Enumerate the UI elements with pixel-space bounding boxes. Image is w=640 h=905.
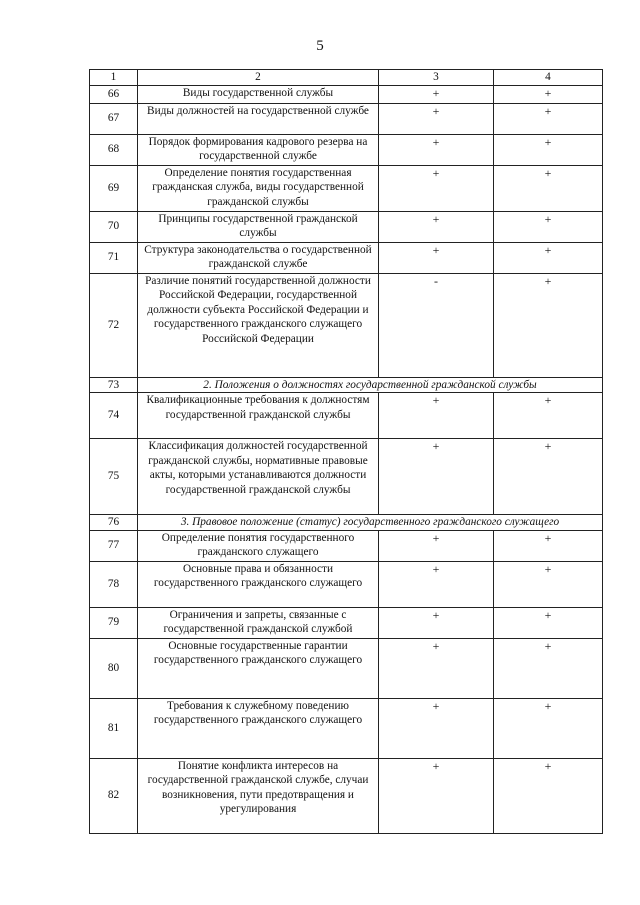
row-number: 76 [90,515,138,531]
mark-col4: + [494,698,603,758]
row-text: Принципы государственной гражданской службы [138,211,379,242]
row-number: 75 [90,439,138,515]
mark-col3: + [379,607,494,638]
table-row [90,439,603,515]
row-number: 78 [90,561,138,607]
table-row [90,638,603,698]
mark-col4: + [494,393,603,439]
mark-col3: + [379,242,494,273]
row-number: 66 [90,85,138,103]
row-text: Основные права и обязанности государственного гражданского служащего [138,561,379,607]
row-text: Определение понятия государственная гражданская служба, виды государственной гражданской службы [138,165,379,211]
row-text: Требования к служебному поведению государственного гражданского служащего [138,698,379,758]
mark-col4: + [494,85,603,103]
row-text: Понятие конфликта интересов на государственной гражданской службе, случаи возникновения, пути предотвращения и урегулирования [138,758,379,833]
row-number: 67 [90,103,138,134]
table-row [90,530,603,561]
table-row [90,85,603,103]
mark-col4: + [494,134,603,165]
table-row [90,134,603,165]
mark-col3: + [379,103,494,134]
row-number: 71 [90,242,138,273]
row-number: 80 [90,638,138,698]
section-row [90,515,603,531]
mark-col3: + [379,698,494,758]
mark-col3: - [379,273,494,377]
row-number: 69 [90,165,138,211]
table-row [90,165,603,211]
mark-col4: + [494,439,603,515]
header-cell: 4 [494,70,603,86]
mark-col3: + [379,393,494,439]
table-row [90,607,603,638]
mark-col4: + [494,758,603,833]
page-number: 5 [316,38,324,54]
header-cell: 1 [90,70,138,86]
mark-col4: + [494,530,603,561]
table-row [90,273,603,377]
table-header-row [90,70,603,86]
row-text: Виды должностей на государственной службе [138,103,379,134]
mark-col3: + [379,758,494,833]
mark-col3: + [379,85,494,103]
table-row [90,211,603,242]
table-row [90,393,603,439]
mark-col4: + [494,103,603,134]
mark-col4: + [494,242,603,273]
row-text: Структура законодательства о государственной гражданской службе [138,242,379,273]
row-number: 79 [90,607,138,638]
mark-col4: + [494,561,603,607]
row-text: Различие понятий государственной должности Российской Федерации, государственной должности субъекта Российской Федерации и государственного гражданского служащего Российской Федерации [138,273,379,377]
mark-col3: + [379,561,494,607]
header-cell: 2 [138,70,379,86]
row-text: Квалификационные требования к должностям государственной гражданской службы [138,393,379,439]
row-text: Виды государственной службы [138,85,379,103]
section-heading: 3. Правовое положение (статус) государственного гражданского служащего [138,515,603,531]
row-text: Определение понятия государственного гражданского служащего [138,530,379,561]
competency-table [89,69,603,834]
row-number: 72 [90,273,138,377]
mark-col3: + [379,211,494,242]
row-text: Классификация должностей государственной гражданской службы, нормативные правовые акты, которыми устанавливаются должности государственной гражданской службы [138,439,379,515]
row-text: Порядок формирования кадрового резерва на государственной службе [138,134,379,165]
table-row [90,758,603,833]
row-number: 77 [90,530,138,561]
mark-col3: + [379,439,494,515]
row-number: 73 [90,377,138,393]
mark-col3: + [379,134,494,165]
row-text: Ограничения и запреты, связанные с государственной гражданской службой [138,607,379,638]
row-number: 70 [90,211,138,242]
row-number: 74 [90,393,138,439]
row-number: 81 [90,698,138,758]
mark-col4: + [494,638,603,698]
mark-col3: + [379,530,494,561]
table-row [90,103,603,134]
header-cell: 3 [379,70,494,86]
row-number: 82 [90,758,138,833]
mark-col4: + [494,607,603,638]
mark-col4: + [494,211,603,242]
mark-col3: + [379,165,494,211]
table-row [90,561,603,607]
table-row [90,242,603,273]
table-row [90,698,603,758]
section-heading: 2. Положения о должностях государственной гражданской службы [138,377,603,393]
mark-col3: + [379,638,494,698]
mark-col4: + [494,273,603,377]
row-number: 68 [90,134,138,165]
row-text: Основные государственные гарантии государственного гражданского служащего [138,638,379,698]
section-row [90,377,603,393]
mark-col4: + [494,165,603,211]
